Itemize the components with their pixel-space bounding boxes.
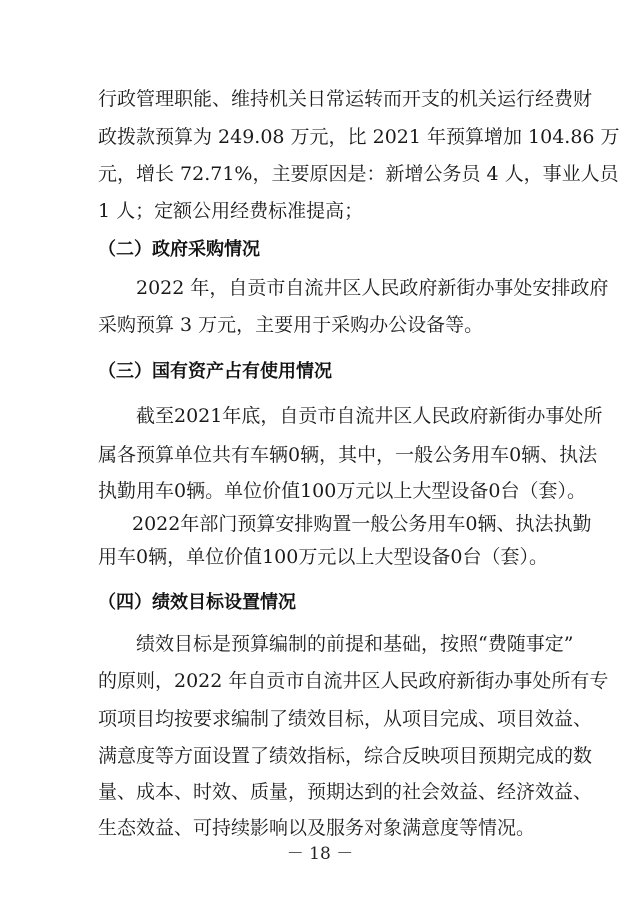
text-line: 项项目均按要求编制了绩效目标，从项目完成、项目效益、	[98, 708, 593, 730]
section-heading: （三）国有资产占有使用情况	[98, 361, 332, 382]
text-line: 1 人；定额公用经费标准提高；	[98, 200, 364, 222]
text-line: 政拨款预算为 249.08 万元，比 2021 年预算增加 104.86 万	[98, 126, 620, 148]
section-heading: （四）绩效目标设置情况	[98, 592, 296, 613]
text-line: 量、成本、时效、质量，预期达到的社会效益、经济效益、	[98, 781, 593, 803]
text-line: 用车0辆，单位价值100万元以上大型设备0台（套）。	[98, 546, 548, 568]
text-line: 属各预算单位共有车辆0辆，其中，一般公务用车0辆、执法	[98, 444, 598, 466]
text-line: 2022 年，自贡市自流井区人民政府新街办事处安排政府	[136, 277, 609, 299]
text-line: 生态效益、可持续影响以及服务对象满意度等情况。	[98, 817, 536, 839]
text-line: 截至2021年底，自贡市自流井区人民政府新街办事处所	[136, 405, 603, 427]
text-line: 满意度等方面设置了绩效指标，综合反映项目预期完成的数	[98, 745, 593, 767]
text-line: 执勤用车0辆。单位价值100万元以上大型设备0台（套）。	[98, 480, 586, 502]
text-line: 元，增长 72.71%，主要原因是：新增公务员 4 人，事业人员	[98, 163, 619, 185]
text-line: 绩效目标是预算编制的前提和基础，按照“费随事定”	[136, 633, 574, 655]
text-line: 采购预算 3 万元，主要用于采购办公设备等。	[98, 314, 484, 336]
section-heading: （二）政府采购情况	[98, 239, 260, 260]
page-number: － 18 －	[286, 844, 354, 864]
text-line: 行政管理职能、维持机关日常运转而开支的机关运行经费财	[98, 88, 593, 110]
text-line: 的原则，2022 年自贡市自流井区人民政府新街办事处所有专	[98, 670, 609, 692]
text-line: 2022年部门预算安排购置一般公务用车0辆、执法执勤	[132, 513, 592, 535]
